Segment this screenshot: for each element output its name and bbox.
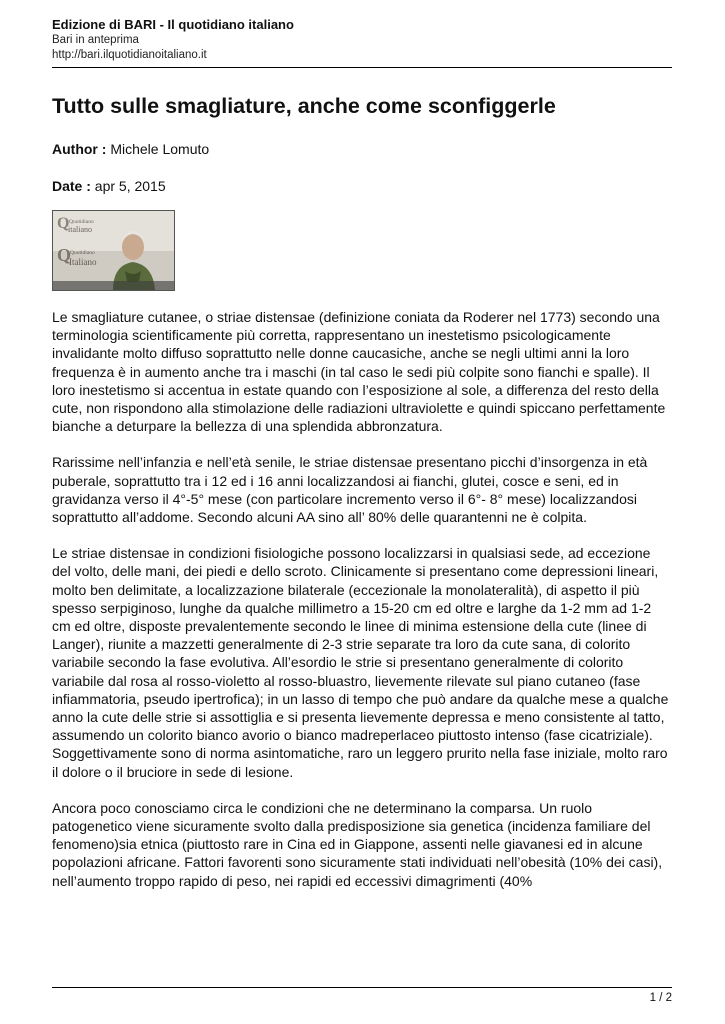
page-number: 1 / 2	[649, 992, 672, 1004]
footer-divider	[52, 987, 672, 988]
svg-text:Italiano: Italiano	[69, 257, 97, 267]
svg-text:Quotidiano: Quotidiano	[70, 250, 95, 256]
site-url[interactable]: http://bari.ilquotidianoitaliano.it	[52, 49, 207, 61]
thumbnail-image	[53, 211, 174, 290]
svg-text:Q: Q	[57, 245, 72, 265]
author-name: Michele Lomuto	[110, 141, 210, 157]
svg-text:Quotidiano: Quotidiano	[69, 219, 94, 225]
author-label: Author :	[52, 141, 107, 157]
article-title: Tutto sulle smagliature, anche come sconfiggerle	[52, 94, 556, 118]
article-paragraph: Rarissime nell’infanzia e nell’età senile, le striae distensae presentano picchi d’insorgenza in età puberale, soprattutto tra i 12 ed i 16 anni localizzandosi ai fianchi, glutei, cosce e seni, ed in gravidanza verso il 4°-5° mese (con particolare incremento verso il 6°- 8° mese) localizzandosi soprattutto all’addome. Secondo alcuni AA sino all’ 80% delle quarantenni ne è colpita.	[52, 454, 648, 526]
page-header	[52, 16, 672, 63]
article-thumbnail	[52, 210, 175, 291]
article-paragraph: Le smagliature cutanee, o striae distensae (definizione coniata da Roderer nel 1773) secondo una terminologia scientificamente più corretta, rappresentano un inestetismo psicologicamente invalidante molto diffuso soprattutto nelle donne caucasiche, anche se negli ultimi anni la loro frequenza è in aumento anche tra i maschi (in tal caso le sedi più colpite sono fianchi e spalle). Il loro inestetismo si accentua in estate quando con l’esposizione al sole, a differenza del resto della cute, non rispondono alla stimolazione delle radiazioni ultraviolette e quindi spiccano perfettamente bianche a deturpare la bellezza di una splendida abbronzatura.	[52, 309, 666, 435]
article-paragraph: Le striae distensae in condizioni fisiologiche possono localizzarsi in qualsiasi sede, ad eccezione del volto, delle mani, dei piedi e dello scroto. Clinicamente si presentano come depressioni lineari, molto ben delimitate, a localizzazione bilaterale (eccezionale la monolateralità), di aspetto il più spesso serpiginoso, lunghe da qualche millimetro a 15-20 cm ed oltre e larghe da 1-2 mm ad 1-2 cm ed oltre, disposte prevalentemente secondo le linee di minima estensione della cute (linee di Langer), riunite a mazzetti generalmente di 2-3 strie separate tra loro da cute sana, di colorito variabile secondo la fase evolutiva. All’esordio le strie si presentano generalmente di colorito variabile dal rosa al rosso-violetto al rosso-bluastro, lievemente rilevate sul piano cutaneo (fase infiammatoria, pseudo ipertrofica); in un lasso di tempo che può andare da qualche mese a qualche anno la cute delle strie si assottiglia e si presenta lievemente depressa e meno consistente al tatto, assumendo un colorito bianco avorio o bianco madreperlaceo piuttosto intenso (fase cicatriziale). Soggettivamente sono di norma asintomatiche, raro un leggero prurito nella fase iniziale, molto raro il dolore o il bruciore in sede di lesione.	[52, 545, 669, 780]
article-author	[52, 140, 209, 158]
date-value: apr 5, 2015	[94, 178, 166, 194]
article-body	[52, 308, 672, 908]
svg-text:italiano: italiano	[68, 225, 92, 234]
site-subtitle: Bari in anteprima	[52, 34, 139, 46]
svg-text:Q: Q	[57, 215, 70, 232]
header-divider	[52, 67, 672, 68]
article-date	[52, 177, 166, 195]
site-title: Edizione di BARI - Il quotidiano italiano	[52, 17, 294, 32]
date-label: Date :	[52, 178, 91, 194]
article-paragraph: Ancora poco conosciamo circa le condizioni che ne determinano la comparsa. Un ruolo patogenetico viene sicuramente svolto dalla predisposizione sia genetica (incidenza familiare del fenomeno)sia etnica (piuttosto rare in Cina ed in Giappone, assenti nelle giavanesi ed in alcune popolazioni africane. Fattori favorenti sono sicuramente stati individuati nell’obesità (10% dei casi), nell’aumento troppo rapido di peso, nei rapidi ed eccessivi dimagrimenti (40%	[52, 799, 663, 889]
